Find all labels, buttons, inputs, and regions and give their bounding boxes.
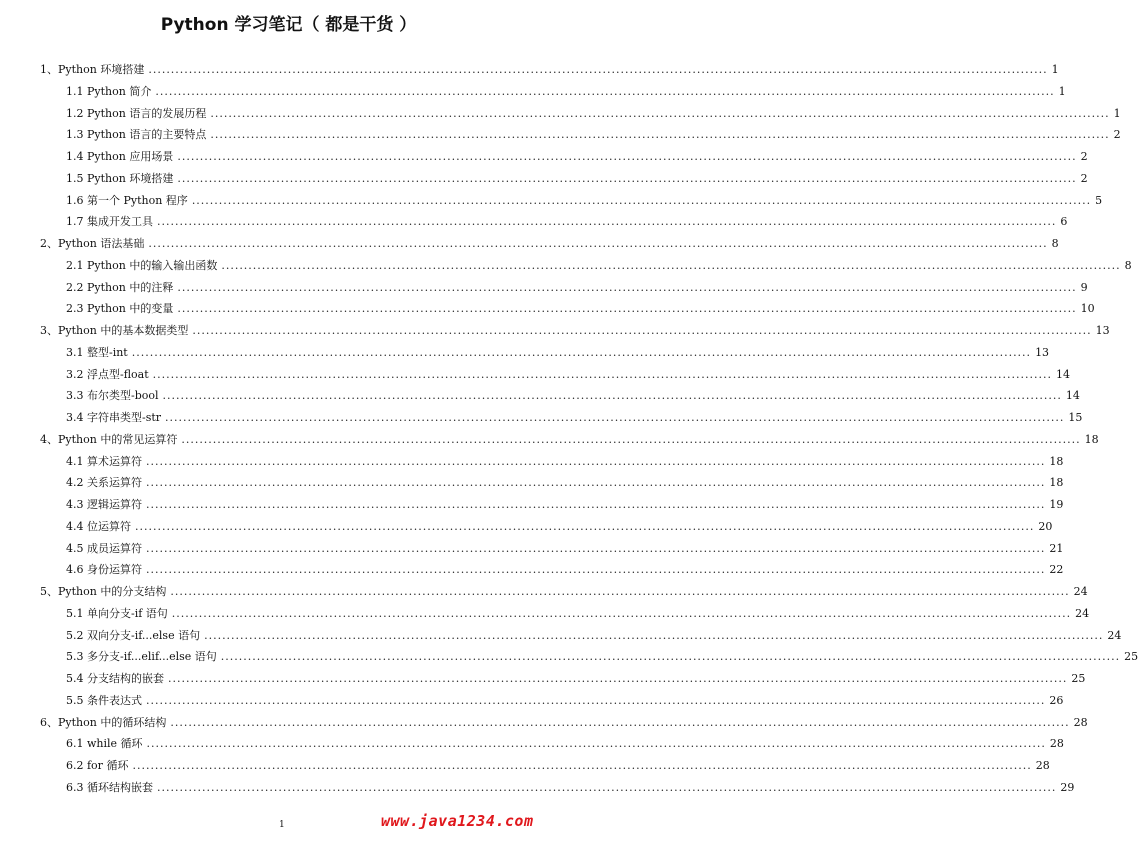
toc-entry[interactable]: [66, 280, 1088, 296]
toc-entry[interactable]: [66, 127, 1121, 143]
dot-leader: ........................................................................................................................................................................................................: [221, 258, 1121, 272]
dot-leader: ........................................................................................................................................................................................................: [177, 280, 1077, 294]
toc-entry-title: 1.2 Python 语言的发展历程: [66, 106, 207, 120]
toc-entry-title: 1.3 Python 语言的主要特点: [66, 128, 207, 142]
toc-entry-page: 24: [1073, 585, 1088, 598]
toc-entry-page: 26: [1049, 693, 1064, 707]
dot-leader: ........................................................................................................................................................................................................: [170, 715, 1070, 729]
dot-leader: ........................................................................................................................................................................................................: [170, 585, 1070, 598]
toc-entry[interactable]: [66, 497, 1064, 513]
dot-leader: ........................................................................................................................................................................................................: [157, 215, 1057, 229]
toc-entry-title: 4.6 身份运算符: [66, 563, 142, 577]
toc-entry-title: 6.2 for 循环: [66, 759, 129, 772]
dot-leader: ........................................................................................................................................................................................................: [132, 759, 1032, 772]
toc-entry-page: 25: [1071, 672, 1086, 685]
dot-leader: ........................................................................................................................................................................................................: [210, 128, 1110, 142]
dot-leader: ........................................................................................................................................................................................................: [220, 650, 1121, 664]
document-title: Python 学习笔记（ 都是干货 ）: [160, 15, 417, 35]
toc-entry-title: 6、Python 中的循环结构: [40, 715, 167, 729]
toc-entry[interactable]: [66, 171, 1088, 187]
toc-entry-page: 28: [1049, 737, 1064, 751]
dot-leader: ........................................................................................................................................................................................................: [157, 780, 1057, 794]
toc-entry[interactable]: [66, 780, 1075, 796]
toc-entry[interactable]: [40, 236, 1059, 252]
toc-entry-title: 5.2 双向分支-if...else 语句: [66, 628, 201, 642]
dot-leader: ........................................................................................................................................................................................................: [135, 519, 1035, 533]
toc-entry-page: 18: [1049, 476, 1064, 490]
toc-entry-page: 24: [1075, 606, 1090, 620]
toc-entry-title: 3.2 浮点型-float: [66, 367, 149, 381]
toc-entry-page: 21: [1049, 541, 1064, 555]
dot-leader: ........................................................................................................................................................................................................: [168, 672, 1068, 685]
toc-entry-page: 25: [1124, 650, 1138, 664]
page-number: 1: [279, 820, 285, 830]
toc-entry[interactable]: [66, 388, 1080, 404]
toc-entry[interactable]: [66, 258, 1132, 274]
dot-leader: ........................................................................................................................................................................................................: [177, 171, 1077, 185]
toc-entry[interactable]: [66, 606, 1090, 622]
toc-entry-title: 4.4 位运算符: [66, 519, 131, 533]
toc-entry-page: 29: [1060, 780, 1075, 794]
toc-entry-page: 13: [1095, 324, 1110, 337]
toc-entry-title: 1.5 Python 环境搭建: [66, 171, 174, 185]
toc-entry[interactable]: [66, 367, 1070, 383]
toc-entry-page: 15: [1068, 411, 1083, 424]
toc-entry-title: 1.1 Python 简介: [66, 84, 152, 98]
toc-entry-page: 18: [1084, 432, 1099, 446]
toc-entry-title: 1、Python 环境搭建: [40, 63, 145, 76]
toc-entry-title: 5、Python 中的分支结构: [40, 585, 167, 598]
toc-entry-title: 3.3 布尔类型-bool: [66, 389, 159, 403]
watermark: www.java1234.com: [381, 812, 534, 830]
toc-entry[interactable]: [66, 345, 1050, 361]
toc-entry[interactable]: [40, 715, 1088, 731]
toc-entry-title: 5.3 多分支-if...elif...else 语句: [66, 650, 217, 664]
toc-entry-title: 1.4 Python 应用场景: [66, 150, 174, 163]
toc-entry[interactable]: [66, 519, 1053, 535]
toc-entry-page: 14: [1065, 389, 1080, 403]
toc-entry-title: 5.4 分支结构的嵌套: [66, 672, 164, 685]
toc-entry-page: 1: [1051, 63, 1059, 76]
toc-entry-page: 13: [1035, 345, 1050, 359]
toc-entry-title: 2.1 Python 中的输入输出函数: [66, 258, 218, 272]
toc-entry-page: 2: [1080, 171, 1088, 185]
toc-entry[interactable]: [66, 301, 1095, 317]
dot-leader: ........................................................................................................................................................................................................: [155, 84, 1055, 98]
dot-leader: ........................................................................................................................................................................................................: [146, 563, 1046, 577]
dot-leader: ........................................................................................................................................................................................................: [146, 693, 1046, 707]
toc-entry[interactable]: [66, 649, 1138, 665]
toc-entry-title: 1.7 集成开发工具: [66, 215, 153, 229]
toc-entry-page: 28: [1035, 759, 1050, 772]
toc-entry[interactable]: [66, 671, 1086, 687]
toc-entry[interactable]: [40, 432, 1099, 448]
toc-entry[interactable]: [66, 693, 1064, 709]
toc-entry-page: 9: [1080, 280, 1088, 294]
dot-leader: ........................................................................................................................................................................................................: [204, 628, 1104, 642]
toc-entry[interactable]: [66, 149, 1088, 165]
toc-entry-title: 6.1 while 循环: [66, 737, 143, 751]
toc-entry-page: 1: [1113, 106, 1121, 120]
dot-leader: ........................................................................................................................................................................................................: [177, 150, 1077, 163]
dot-leader: ........................................................................................................................................................................................................: [148, 237, 1048, 250]
dot-leader: ........................................................................................................................................................................................................: [152, 367, 1052, 381]
toc-entry[interactable]: [66, 628, 1122, 644]
toc-entry-page: 8: [1124, 258, 1132, 272]
toc-entry-title: 3.4 字符串类型-str: [66, 411, 162, 424]
toc-entry-page: 18: [1049, 454, 1064, 468]
toc-entry-page: 5: [1095, 193, 1103, 207]
toc-entry-title: 2.2 Python 中的注释: [66, 280, 174, 294]
dot-leader: ........................................................................................................................................................................................................: [131, 345, 1032, 359]
dot-leader: ........................................................................................................................................................................................................: [177, 302, 1077, 316]
toc-entry-title: 4.2 关系运算符: [66, 476, 142, 490]
toc-entry-title: 4、Python 中的常见运算符: [40, 432, 178, 446]
toc-entry[interactable]: [66, 736, 1064, 752]
toc-entry-title: 5.5 条件表达式: [66, 693, 142, 707]
toc-entry[interactable]: [40, 584, 1088, 600]
dot-leader: ........................................................................................................................................................................................................: [181, 432, 1081, 446]
toc-entry[interactable]: [66, 562, 1064, 578]
dot-leader: ........................................................................................................................................................................................................: [146, 737, 1046, 751]
toc-entry[interactable]: [66, 758, 1050, 774]
toc-entry-title: 2.3 Python 中的变量: [66, 302, 174, 316]
toc-entry-page: 2: [1113, 128, 1121, 142]
toc-entry-page: 20: [1038, 519, 1053, 533]
toc-entry-title: 3.1 整型-int: [66, 345, 128, 359]
dot-leader: ........................................................................................................................................................................................................: [146, 541, 1046, 555]
toc-entry[interactable]: [66, 541, 1064, 557]
toc-entry-page: 19: [1049, 498, 1064, 511]
dot-leader: ........................................................................................................................................................................................................: [146, 476, 1046, 490]
toc-entry-page: 2: [1080, 150, 1088, 163]
toc-entry-page: 6: [1060, 215, 1068, 229]
toc-entry-title: 4.1 算术运算符: [66, 454, 142, 468]
dot-leader: ........................................................................................................................................................................................................: [146, 498, 1046, 511]
toc-entry-title: 1.6 第一个 Python 程序: [66, 193, 188, 207]
dot-leader: ........................................................................................................................................................................................................: [146, 454, 1046, 468]
toc-entry-page: 22: [1049, 563, 1064, 577]
toc-entry[interactable]: [66, 475, 1064, 491]
toc-entry-title: 5.1 单向分支-if 语句: [66, 606, 168, 620]
toc-entry[interactable]: [40, 323, 1110, 339]
toc-entry[interactable]: [66, 214, 1068, 230]
toc-entry-page: 28: [1073, 715, 1088, 729]
toc-entry-title: 2、Python 语法基础: [40, 237, 145, 250]
toc-entry[interactable]: [40, 62, 1059, 78]
toc-entry-page: 14: [1055, 367, 1070, 381]
toc-entry-title: 4.5 成员运算符: [66, 541, 142, 555]
toc-entry[interactable]: [66, 410, 1083, 426]
dot-leader: ........................................................................................................................................................................................................: [162, 389, 1062, 403]
toc-entry-page: 24: [1107, 628, 1122, 642]
toc-entry-page: 1: [1058, 84, 1066, 98]
dot-leader: ........................................................................................................................................................................................................: [171, 606, 1072, 620]
dot-leader: ........................................................................................................................................................................................................: [210, 106, 1110, 120]
toc-entry-title: 3、Python 中的基本数据类型: [40, 324, 189, 337]
toc-entry[interactable]: [66, 193, 1103, 209]
dot-leader: ........................................................................................................................................................................................................: [165, 411, 1065, 424]
dot-leader: ........................................................................................................................................................................................................: [148, 63, 1048, 76]
dot-leader: ........................................................................................................................................................................................................: [191, 193, 1092, 207]
toc-entry-page: 8: [1051, 237, 1059, 250]
toc-entry[interactable]: [66, 106, 1121, 122]
dot-leader: ........................................................................................................................................................................................................: [192, 324, 1092, 337]
toc-entry[interactable]: [66, 454, 1064, 470]
toc-entry-page: 10: [1080, 302, 1095, 316]
toc-entry-title: 4.3 逻辑运算符: [66, 498, 142, 511]
toc-entry[interactable]: [66, 84, 1066, 100]
toc-entry-title: 6.3 循环结构嵌套: [66, 780, 153, 794]
